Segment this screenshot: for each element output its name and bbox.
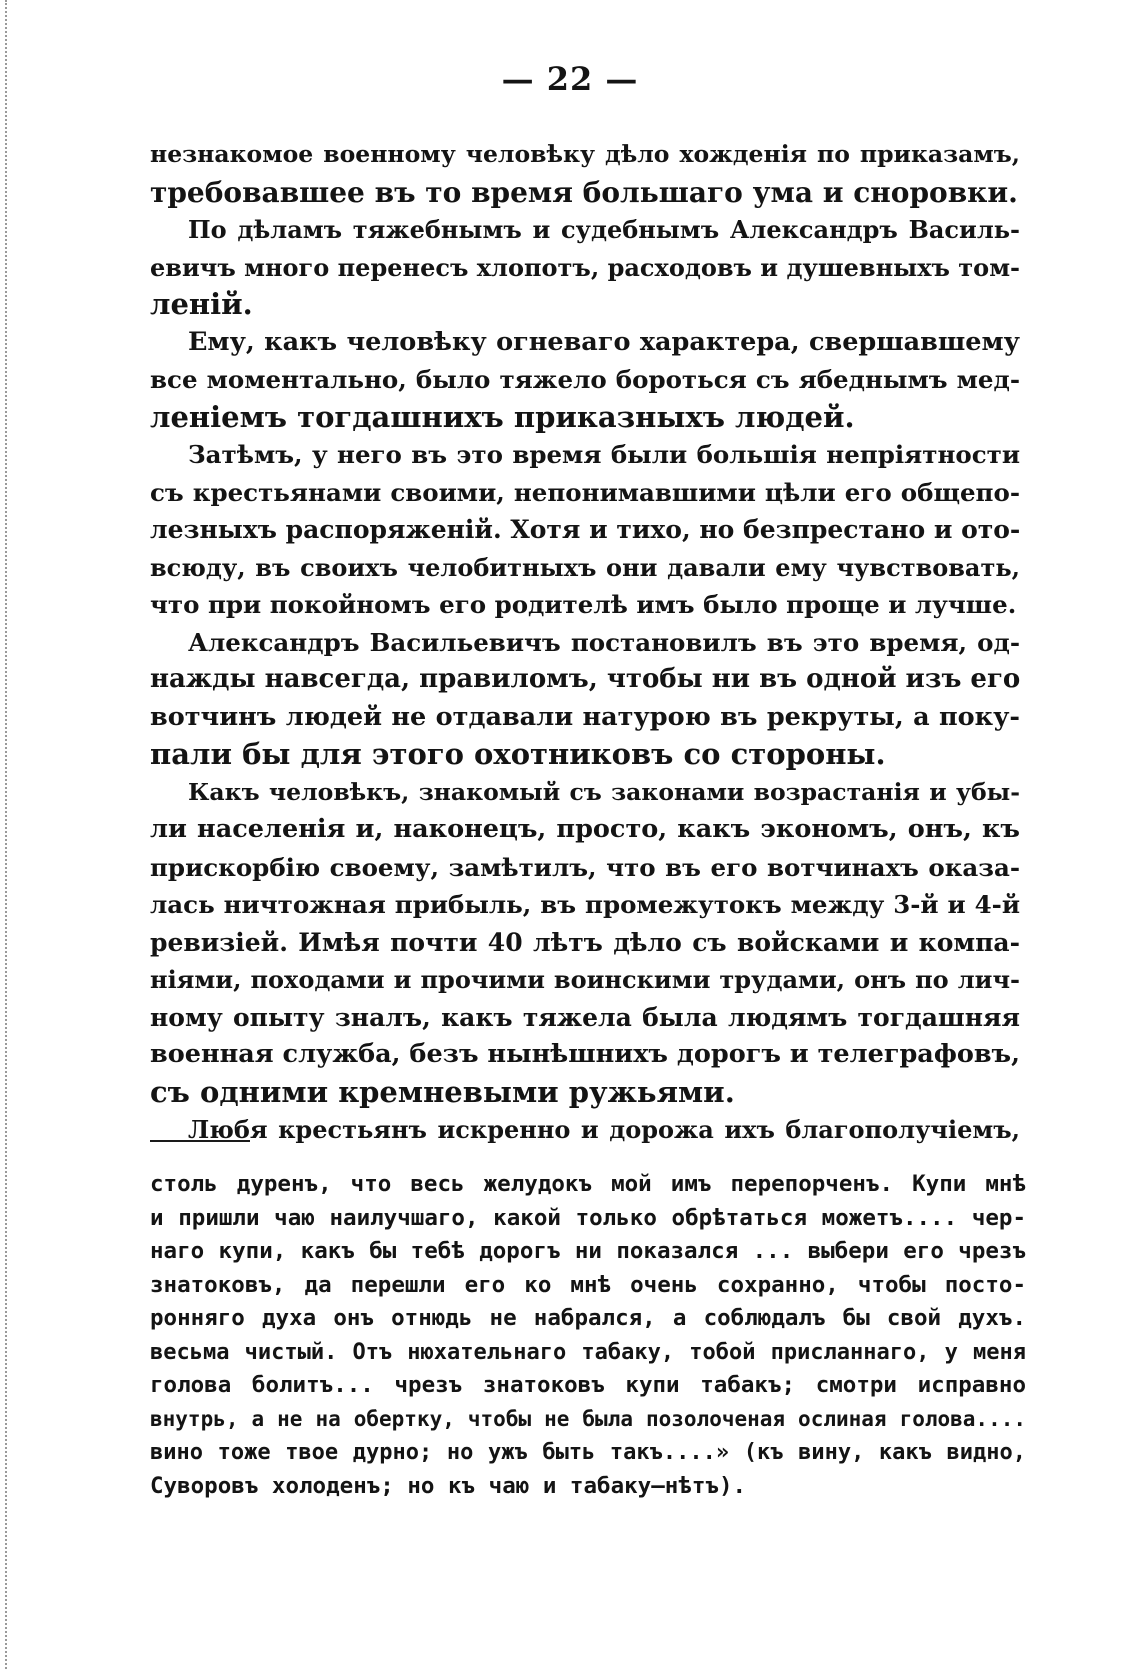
page-edge-rule <box>5 0 7 1669</box>
text-line: Александръ Васильевичъ постановилъ въ это время, од- <box>188 627 1020 657</box>
footnote-line: столь дуренъ, что весь желудокъ мой имъ перепорченъ. Купи мнѣ <box>150 1171 1026 1197</box>
text-line: что при покойномъ его родителѣ имъ было проще и лучше. <box>150 590 1017 619</box>
footnote-line: Суворовъ холоденъ; но къ чаю и табаку—нѣтъ). <box>150 1472 747 1499</box>
footnote-line: весьма чистый. Отъ нюхательнаго табаку, тобой присланнаго, у меня <box>150 1339 1026 1365</box>
text-line: Какъ человѣкъ, знакомый съ законами возрастанія и убы- <box>188 777 1020 806</box>
footnote-text <box>150 1168 1026 1503</box>
footnote-line: внутрь, а не на обертку, чтобы не была позолоченая ослиная голова.... <box>150 1406 1026 1431</box>
footnote-line: знатоковъ, да перешли его ко мнѣ очень сохранно, чтобы посто- <box>150 1271 1026 1298</box>
text-line: По дѣламъ тяжебнымъ и судебнымъ Александръ Василь- <box>188 215 1020 244</box>
footnote-line: и пришли чаю наилучшаго, какой только обрѣтаться можетъ.... чер- <box>150 1204 1026 1231</box>
footnote-separator <box>150 1140 250 1142</box>
footnote-line: наго купи, какъ бы тебѣ дорогъ ни показался ... выбери его чрезъ <box>150 1238 1026 1264</box>
page-number: — 22 — <box>501 60 639 98</box>
text-line: съ одними кремневыми ружьями. <box>150 1074 735 1109</box>
text-line: всюду, въ своихъ челобитныхъ они давали ему чувствовать, <box>150 552 1020 582</box>
text-line: съ крестьянами своими, непонимавшими цѣли его общепо- <box>150 477 1020 507</box>
footnote-line: голова болитъ... чрезъ знатоковъ купи табакъ; смотри исправно <box>150 1372 1026 1398</box>
text-line: пали бы для этого охотниковъ со стороны. <box>150 737 886 771</box>
text-line: Любя крестьянъ искренно и дорожа ихъ благополучіемъ, <box>188 1115 1020 1144</box>
text-line: леній. <box>150 287 253 321</box>
text-line: леніемъ тогдашнихъ приказныхъ людей. <box>150 399 855 434</box>
text-line: Ему, какъ человѣку огневаго характера, свершавшему <box>188 326 1020 357</box>
text-line: нажды навсегда, правиломъ, чтобы ни въ одной изъ его <box>150 664 1021 694</box>
footnote-line: ронняго духа онъ отнюдь не набрался, а соблюдалъ бы свой духъ. <box>150 1305 1026 1331</box>
text-line: незнакомое военному человѣку дѣло хожденія по приказамъ, <box>150 140 1020 168</box>
text-line: Затѣмъ, у него въ это время были большія непріятности <box>188 440 1020 469</box>
text-line: лезныхъ распоряженій. Хотя и тихо, но безпрестано и ото- <box>150 515 1021 544</box>
text-line: ніями, походами и прочими воинскими трудами, онъ по лич- <box>150 965 1020 994</box>
text-line: военная служба, безъ нынѣшнихъ дорогъ и телеграфовъ, <box>150 1039 1020 1069</box>
text-line: евичъ много перенесъ хлопотъ, расходовъ и душевныхъ том- <box>150 252 1020 282</box>
footnote-line: вино тоже твое дурно; но ужъ быть такъ....» (къ вину, какъ видно, <box>150 1440 1026 1465</box>
text-line: требовавшее въ то время большаго ума и сноровки. <box>150 175 1018 209</box>
text-line: ли населенія и, наконецъ, просто, какъ экономъ, онъ, къ <box>150 814 1020 844</box>
text-line: прискорбію своему, замѣтилъ, что въ его вотчинахъ оказа- <box>150 852 1020 882</box>
text-line: ному опыту зналъ, какъ тяжела была людямъ тогдашняя <box>150 1002 1020 1032</box>
text-line: ревизіей. Имѣя почти 40 лѣтъ дѣло съ войсками и компа- <box>150 927 1020 957</box>
text-line: вотчинъ людей не отдавали натурою въ рекруты, а поку- <box>150 701 1020 732</box>
text-line: все моментально, было тяжело бороться съ ябеднымъ мед- <box>150 365 1020 394</box>
main-text <box>150 136 1020 1149</box>
text-line: лась ничтожная прибыль, въ промежутокъ между 3-й и 4-й <box>150 890 1020 919</box>
